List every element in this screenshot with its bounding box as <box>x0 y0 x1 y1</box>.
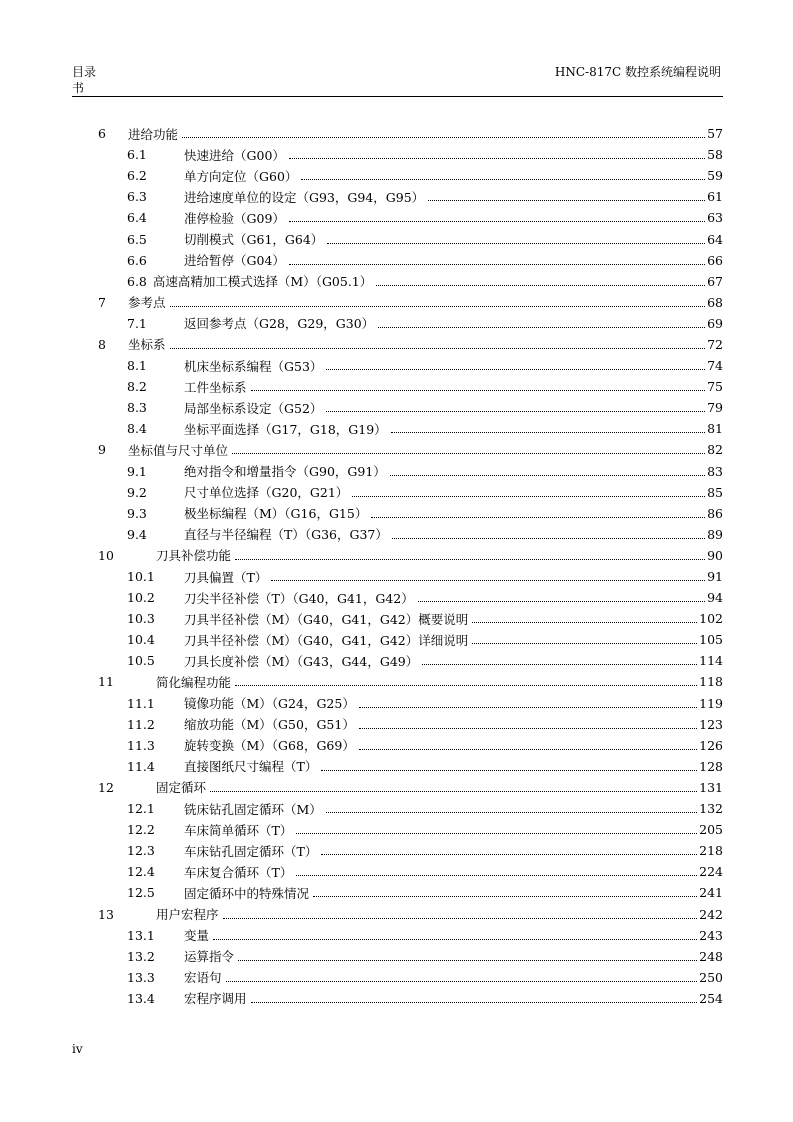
toc-entry-number: 13 <box>98 906 114 922</box>
toc-dot-leader <box>359 728 697 729</box>
toc-entry-title: 刀具偏置（T） <box>184 569 268 585</box>
toc-entry-number: 11.4 <box>127 758 155 774</box>
toc-entry-page: 81 <box>707 421 723 437</box>
toc-entry-page: 57 <box>707 126 723 142</box>
toc-entry-number: 12.4 <box>127 864 155 880</box>
toc-dot-leader <box>327 243 705 244</box>
toc-dot-leader <box>392 538 705 539</box>
toc-entry-title: 返回参考点（G28，G29，G30） <box>184 316 375 332</box>
toc-entry-title: 刀尖半径补偿（T）（G40，G41，G42） <box>184 590 414 606</box>
toc-entry-number: 10.5 <box>127 653 155 669</box>
toc-entry-number: 8.3 <box>127 400 147 416</box>
toc-entry-page: 126 <box>699 737 723 753</box>
toc-chapter-entry[interactable] <box>72 334 723 355</box>
toc-entry-number: 12.1 <box>127 801 155 817</box>
toc-entry-page: 132 <box>699 801 723 817</box>
header-divider <box>72 96 723 97</box>
toc-section-entry[interactable] <box>72 566 723 587</box>
toc-section-entry[interactable] <box>72 313 723 334</box>
toc-entry-page: 91 <box>707 569 723 585</box>
toc-entry-title: 镜像功能（M）（G24，G25） <box>184 696 355 712</box>
toc-dot-leader <box>359 749 697 750</box>
toc-section-entry[interactable] <box>72 461 723 482</box>
toc-dot-leader <box>226 981 698 982</box>
toc-chapter-entry[interactable] <box>72 292 723 313</box>
toc-entry-title: 极坐标编程（M）（G16，G15） <box>184 506 368 522</box>
toc-section-entry[interactable] <box>72 629 723 650</box>
toc-dot-leader <box>289 158 705 159</box>
toc-section-entry[interactable] <box>72 882 723 903</box>
toc-entry-page: 254 <box>699 990 723 1006</box>
toc-entry-number: 11.3 <box>127 737 155 753</box>
toc-entry-title: 车床简单循环（T） <box>184 822 293 838</box>
toc-entry-page: 131 <box>699 779 723 795</box>
toc-entry-page: 67 <box>707 273 723 289</box>
toc-dot-leader <box>418 601 705 602</box>
toc-dot-leader <box>271 580 705 581</box>
toc-chapter-entry[interactable] <box>72 903 723 924</box>
toc-section-entry[interactable] <box>72 355 723 376</box>
toc-entry-page: 74 <box>707 358 723 374</box>
toc-entry-number: 13.4 <box>127 990 155 1006</box>
toc-entry-title: 局部坐标系设定（G52） <box>184 400 323 416</box>
toc-section-entry[interactable] <box>72 186 723 207</box>
toc-entry-number: 13.3 <box>127 969 155 985</box>
toc-entry-number: 7.1 <box>127 315 147 331</box>
toc-entry-title: 尺寸单位选择（G20，G21） <box>184 485 349 501</box>
toc-section-entry[interactable] <box>72 946 723 967</box>
toc-dot-leader <box>289 221 705 222</box>
toc-entry-title: 刀具半径补偿（M）（G40，G41，G42）详细说明 <box>184 632 469 648</box>
toc-entry-number: 6 <box>98 126 106 142</box>
toc-entry-number: 10 <box>98 547 114 563</box>
toc-section-entry[interactable] <box>72 418 723 439</box>
toc-entry-page: 119 <box>699 695 723 711</box>
toc-dot-leader <box>251 1002 698 1003</box>
toc-entry-number: 11 <box>98 674 114 690</box>
toc-dot-leader <box>321 770 697 771</box>
toc-entry-page: 58 <box>707 147 723 163</box>
toc-entry-number: 6.8 <box>127 273 147 289</box>
toc-dot-leader <box>251 390 706 391</box>
toc-entry-title: 宏程序调用 <box>184 991 247 1007</box>
toc-entry-number: 12 <box>98 779 114 795</box>
toc-chapter-entry[interactable] <box>72 671 723 692</box>
toc-dot-leader <box>371 517 705 518</box>
toc-entry-page: 218 <box>699 843 723 859</box>
toc-entry-number: 9.4 <box>127 526 147 542</box>
toc-entry-number: 8.2 <box>127 379 147 395</box>
toc-entry-title: 直径与半径编程（T）（G36，G37） <box>184 527 388 543</box>
toc-entry-page: 90 <box>707 547 723 563</box>
toc-entry-page: 118 <box>699 674 723 690</box>
toc-entry-page: 89 <box>707 526 723 542</box>
toc-entry-page: 85 <box>707 484 723 500</box>
toc-entry-number: 10.2 <box>127 590 155 606</box>
toc-dot-leader <box>235 685 697 686</box>
header-section-line1: 目录 <box>72 65 97 79</box>
toc-entry-title: 变量 <box>184 928 210 944</box>
header-document-title: HNC-817C 数控系统编程说明 <box>554 65 721 79</box>
toc-section-entry[interactable] <box>72 925 723 946</box>
toc-section-entry[interactable] <box>72 271 723 292</box>
toc-entry-title: 切削模式（G61，G64） <box>184 232 324 248</box>
toc-dot-leader <box>170 348 706 349</box>
toc-entry-page: 86 <box>707 505 723 521</box>
toc-dot-leader <box>170 306 706 307</box>
toc-entry-title: 准停检验（G09） <box>184 210 285 226</box>
toc-entry-number: 9.2 <box>127 484 147 500</box>
toc-dot-leader <box>390 475 705 476</box>
toc-section-entry[interactable] <box>72 503 723 524</box>
toc-section-entry[interactable] <box>72 587 723 608</box>
toc-entry-title: 直接图纸尺寸编程（T） <box>184 759 318 775</box>
toc-dot-leader <box>428 200 705 201</box>
toc-dot-leader <box>235 559 705 560</box>
toc-dot-leader <box>301 179 705 180</box>
toc-entry-page: 102 <box>699 611 723 627</box>
page-number: iv <box>72 1042 83 1056</box>
toc-entry-number: 13.2 <box>127 948 155 964</box>
toc-entry-page: 61 <box>707 189 723 205</box>
toc-dot-leader <box>326 369 705 370</box>
toc-dot-leader <box>321 854 697 855</box>
toc-section-entry[interactable] <box>72 819 723 840</box>
toc-entry-number: 8.1 <box>127 358 147 374</box>
toc-dot-leader <box>359 707 697 708</box>
header-section-label <box>72 64 96 96</box>
toc-section-entry[interactable] <box>72 228 723 249</box>
toc-entry-title: 进给暂停（G04） <box>184 253 285 269</box>
toc-dot-leader <box>296 833 697 834</box>
toc-dot-leader <box>223 918 698 919</box>
toc-entry-title: 坐标值与尺寸单位 <box>128 442 229 458</box>
toc-entry-title: 刀具半径补偿（M）（G40，G41，G42）概要说明 <box>184 611 469 627</box>
toc-entry-title: 进给功能 <box>128 126 179 142</box>
table-of-contents <box>72 123 723 1009</box>
toc-entry-number: 12.2 <box>127 822 155 838</box>
toc-entry-title: 刀具补偿功能 <box>156 548 232 564</box>
toc-entry-number: 6.1 <box>127 147 147 163</box>
toc-chapter-entry[interactable] <box>72 123 723 144</box>
toc-entry-title: 固定循环中的特殊情况 <box>184 885 310 901</box>
toc-section-entry[interactable] <box>72 967 723 988</box>
toc-entry-title: 铣床钻孔固定循环（M） <box>184 801 322 817</box>
toc-entry-page: 114 <box>699 653 723 669</box>
toc-entry-page: 105 <box>699 632 723 648</box>
toc-section-entry[interactable] <box>72 250 723 271</box>
toc-dot-leader <box>289 264 705 265</box>
toc-dot-leader <box>422 664 697 665</box>
toc-entry-number: 7 <box>98 294 106 310</box>
toc-entry-page: 94 <box>707 590 723 606</box>
toc-section-entry[interactable] <box>72 988 723 1009</box>
toc-section-entry[interactable] <box>72 397 723 418</box>
toc-dot-leader <box>213 939 697 940</box>
toc-section-entry[interactable] <box>72 714 723 735</box>
toc-chapter-entry[interactable] <box>72 439 723 460</box>
toc-dot-leader <box>352 496 705 497</box>
toc-entry-page: 250 <box>699 969 723 985</box>
toc-entry-title: 简化编程功能 <box>156 674 232 690</box>
toc-dot-leader <box>210 791 697 792</box>
toc-entry-page: 242 <box>699 906 723 922</box>
toc-section-entry[interactable] <box>72 482 723 503</box>
toc-entry-title: 缩放功能（M）（G50，G51） <box>184 717 355 733</box>
toc-entry-title: 坐标平面选择（G17，G18，G19） <box>184 421 387 437</box>
toc-entry-number: 10.1 <box>127 569 155 585</box>
toc-entry-title: 高速高精加工模式选择（M）（G05.1） <box>152 274 373 290</box>
toc-entry-page: 79 <box>707 400 723 416</box>
toc-dot-leader <box>238 960 697 961</box>
toc-entry-title: 快速进给（G00） <box>184 147 285 163</box>
toc-entry-number: 6.3 <box>127 189 147 205</box>
toc-entry-title: 用户宏程序 <box>156 907 219 923</box>
toc-entry-number: 9 <box>98 442 106 458</box>
toc-section-entry[interactable] <box>72 376 723 397</box>
toc-dot-leader <box>326 812 697 813</box>
toc-entry-number: 10.4 <box>127 632 155 648</box>
toc-entry-number: 6.2 <box>127 168 147 184</box>
toc-section-entry[interactable] <box>72 735 723 756</box>
toc-entry-number: 12.5 <box>127 885 155 901</box>
toc-section-entry[interactable] <box>72 798 723 819</box>
toc-dot-leader <box>232 453 705 454</box>
toc-entry-number: 6.6 <box>127 252 147 268</box>
toc-entry-number: 12.3 <box>127 843 155 859</box>
toc-entry-page: 63 <box>707 210 723 226</box>
toc-entry-number: 9.1 <box>127 463 147 479</box>
toc-dot-leader <box>296 875 697 876</box>
toc-entry-page: 83 <box>707 463 723 479</box>
toc-entry-number: 11.1 <box>127 695 155 711</box>
toc-dot-leader <box>472 622 697 623</box>
toc-entry-title: 进给速度单位的设定（G93，G94，G95） <box>184 189 425 205</box>
toc-entry-title: 宏语句 <box>184 970 222 986</box>
toc-dot-leader <box>326 411 705 412</box>
toc-entry-page: 68 <box>707 294 723 310</box>
header-section-line2: 书 <box>72 81 85 95</box>
toc-entry-page: 241 <box>699 885 723 901</box>
toc-section-entry[interactable] <box>72 524 723 545</box>
toc-section-entry[interactable] <box>72 608 723 629</box>
toc-entry-title: 单方向定位（G60） <box>184 168 298 184</box>
toc-dot-leader <box>391 432 705 433</box>
toc-entry-title: 工件坐标系 <box>184 379 247 395</box>
toc-dot-leader <box>472 643 697 644</box>
toc-entry-title: 参考点 <box>128 295 166 311</box>
toc-entry-page: 248 <box>699 948 723 964</box>
toc-entry-page: 224 <box>699 864 723 880</box>
toc-chapter-entry[interactable] <box>72 545 723 566</box>
toc-entry-title: 绝对指令和增量指令（G90，G91） <box>184 464 386 480</box>
toc-entry-number: 8.4 <box>127 421 147 437</box>
toc-entry-number: 11.2 <box>127 716 155 732</box>
toc-entry-page: 69 <box>707 315 723 331</box>
toc-entry-page: 128 <box>699 758 723 774</box>
toc-entry-page: 59 <box>707 168 723 184</box>
toc-entry-page: 66 <box>707 252 723 268</box>
toc-section-entry[interactable] <box>72 165 723 186</box>
toc-entry-page: 75 <box>707 379 723 395</box>
toc-entry-title: 车床钻孔固定循环（T） <box>184 843 318 859</box>
toc-entry-title: 固定循环 <box>156 780 207 796</box>
toc-entry-title: 机床坐标系编程（G53） <box>184 358 323 374</box>
toc-entry-number: 8 <box>98 336 106 352</box>
toc-entry-title: 旋转变换（M）（G68，G69） <box>184 738 355 754</box>
toc-entry-number: 10.3 <box>127 611 155 627</box>
toc-entry-page: 205 <box>699 822 723 838</box>
toc-entry-number: 6.5 <box>127 231 147 247</box>
toc-chapter-entry[interactable] <box>72 777 723 798</box>
toc-section-entry[interactable] <box>72 756 723 777</box>
toc-entry-number: 6.4 <box>127 210 147 226</box>
toc-dot-leader <box>378 327 705 328</box>
toc-entry-page: 72 <box>707 336 723 352</box>
toc-entry-page: 82 <box>707 442 723 458</box>
toc-entry-title: 刀具长度补偿（M）（G43，G44，G49） <box>184 653 419 669</box>
toc-entry-number: 13.1 <box>127 927 155 943</box>
toc-section-entry[interactable] <box>72 144 723 165</box>
toc-section-entry[interactable] <box>72 693 723 714</box>
toc-entry-number: 9.3 <box>127 505 147 521</box>
toc-entry-title: 运算指令 <box>184 949 235 965</box>
toc-section-entry[interactable] <box>72 207 723 228</box>
toc-section-entry[interactable] <box>72 861 723 882</box>
toc-entry-page: 64 <box>707 231 723 247</box>
toc-entry-title: 坐标系 <box>128 337 166 353</box>
toc-entry-page: 123 <box>699 716 723 732</box>
toc-entry-page: 243 <box>699 927 723 943</box>
toc-dot-leader <box>182 137 705 138</box>
toc-dot-leader <box>376 285 705 286</box>
toc-section-entry[interactable] <box>72 840 723 861</box>
toc-section-entry[interactable] <box>72 650 723 671</box>
toc-entry-title: 车床复合循环（T） <box>184 864 293 880</box>
toc-dot-leader <box>313 896 697 897</box>
